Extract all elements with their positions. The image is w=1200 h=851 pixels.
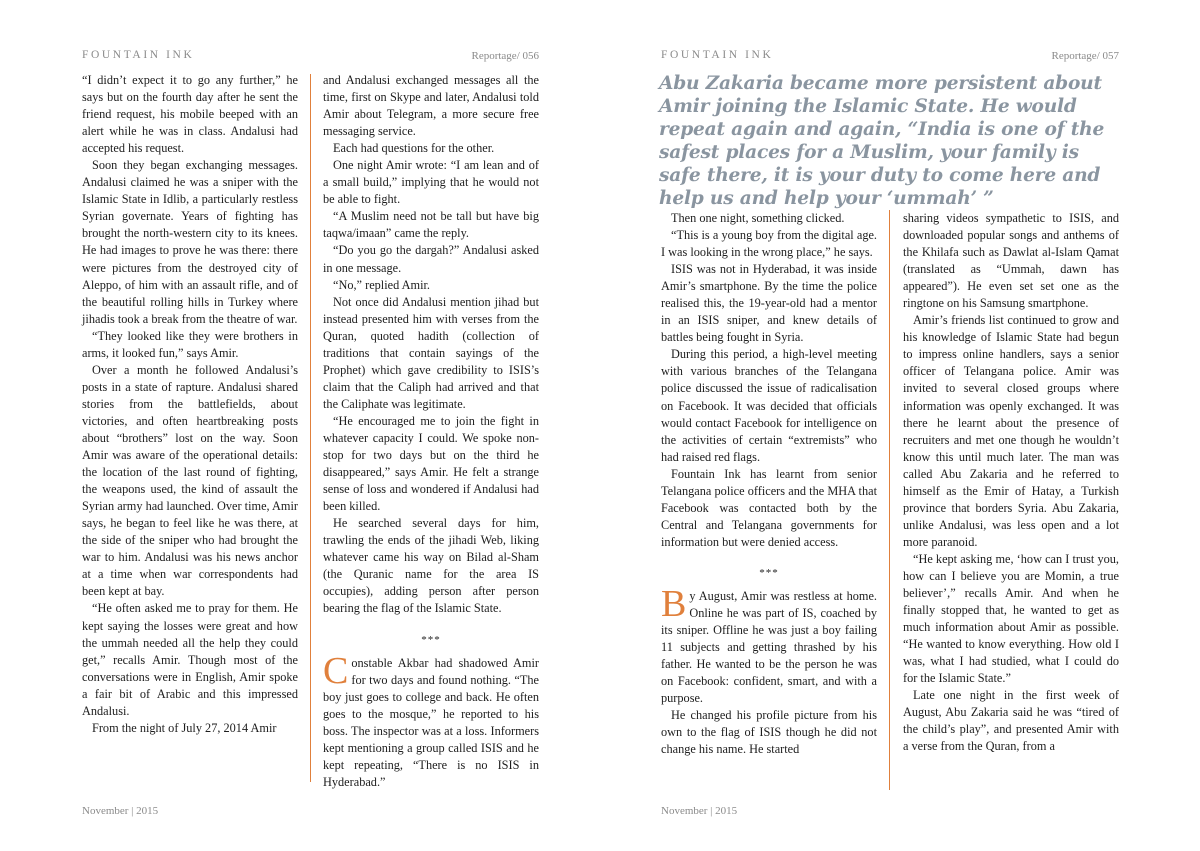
paragraph-text: onstable Akbar had shadowed Amir for two days and found nothing. “The boy just goes to college and back. He often goes to the mosque,” he reported to his boss. The inspector was at a loss. Informers kept mentioning a group called ISIS and he kept repeating, “There is no ISIS in Hyderabad.”	[323, 655, 539, 789]
paragraph: Each had questions for the other.	[333, 141, 495, 156]
paragraph-dropcap	[661, 582, 877, 707]
column-divider	[310, 74, 311, 782]
section-break: ***	[759, 566, 779, 579]
paragraph: “He kept asking me, ‘how can I trust you, how can I believe you are Momin, a true believer’,” recalls Amir. And when he finally stopped that, he wanted to get as much information about Amir as possible. “He wanted to know everything. How old I was, what I had studied, what I could do for the Islamic State.”	[903, 551, 1119, 686]
paragraph: Then one night, something clicked.	[671, 211, 845, 225]
paragraph: “He encouraged me to join the fight in whatever capacity I could. We spoke non-stop for two days but on the third he disappeared,” says Amir. He felt a strange sense of loss and wondered if Andalusi had been killed.	[323, 413, 539, 514]
section-break: ***	[421, 633, 441, 646]
paragraph: “A Muslim need not be tall but have big taqwa/imaan” came the reply.	[323, 209, 539, 241]
article-column-2	[323, 72, 539, 791]
paragraph-dropcap	[323, 649, 539, 791]
paragraph: From the night of July 27, 2014 Amir	[92, 720, 277, 735]
paragraph: sharing videos sympathetic to ISIS, and downloaded popular songs and anthems of the Khilafa such as Dawlat al-Islam Qamat (translated as “Ummah, dawn has appeared”). He even set set one as the ringtone on his Samsung smartphone.	[903, 211, 1119, 311]
paragraph: Fountain Ink has learnt from senior Telangana police officers and the MHA that Facebook was contacted both by the Central and Telangana governments for information but were denied access.	[661, 466, 877, 549]
paragraph: “I didn’t expect it to go any further,” he says but on the fourth day after he sent the friend request, his mobile beeped with an alert while he was in class. Andalusi had accepted his request.	[82, 73, 298, 156]
right-page	[600, 0, 1200, 851]
paragraph: “No,” replied Amir.	[333, 277, 430, 292]
article-column-1	[661, 210, 877, 758]
section-page-number: Reportage/ 056	[471, 50, 539, 62]
drop-cap: C	[323, 649, 349, 692]
magazine-brand: FOUNTAIN INK	[661, 49, 774, 61]
drop-cap: B	[661, 582, 687, 625]
paragraph: During this period, a high-level meeting with various branches of the Telangana police discussed the issue of radicalisation on Facebook. It was decided that officials would contact Facebook for intelligence on the activities of certain “extremists” who had raised red flags.	[661, 347, 877, 464]
paragraph: “He often asked me to pray for them. He kept saying the losses were great and how the ummah needed all the help they could get,” recalls Amir. Though most of the conversations were in English, Amir spoke a fair bit of Arabic and this impressed Andalusi.	[82, 601, 298, 718]
pull-quote: Abu Zakaria became more persistent about Amir joining the Islamic State. He would repeat again and again, “India is one of the safest places for a Muslim, your family is safe there, it is your duty to come here and help us and help your ‘ummah’ ”	[659, 73, 1105, 209]
section-page-number: Reportage/ 057	[1051, 50, 1119, 62]
paragraph: ISIS was not in Hyderabad, it was inside Amir’s smartphone. By the time the police realised this, the 19-year-old had a mentor in an ISIS sniper, and knew details of battles being fought in Syria.	[661, 262, 877, 345]
paragraph: Late one night in the first week of August, Abu Zakaria said he was “tired of the child’s play”, and presented Amir with a verse from the Quran, from a	[903, 688, 1119, 754]
paragraph: One night Amir wrote: “I am lean and of a small build,” implying that he would not be able to fight.	[323, 158, 539, 207]
paragraph: Soon they began exchanging messages. Andalusi claimed he was a sniper with the Islamic State in Idlib, a particularly restless Syrian governate. Years of fighting has brought the north-western city to its knees. He had images to prove he was there: there were pictures from the destroyed city of Aleppo, of him with an assault rifle, and of the beautiful rolling hills in Turkey where jihadis took a break from the theatre of war.	[82, 158, 298, 326]
paragraph: Over a month he followed Andalusi’s posts in a state of rapture. Andalusi shared stories from the battlefields, about victories, and often heartbreaking posts about “brothers” lost on the way. Soon Amir was aware of the operational details: the location of the last round of fighting, the weapons used, the kind of assault the Syrian army had launched. Over time, Amir says, he began to feel like he was there, at the side of the sniper who had brought the war to him. Andalusi was his news anchor at a time when war correspondents had been kept at bay.	[82, 362, 298, 599]
paragraph: Not once did Andalusi mention jihad but instead presented him with verses from the Quran, quoted hadith (collection of traditions that contain sayings of the Prophet) which gave credibility to ISIS’s claim that the Caliph had arrived and that the Caliphate was legitimate.	[323, 294, 539, 411]
paragraph: “Do you go the dargah?” Andalusi asked in one message.	[323, 243, 539, 275]
paragraph: and Andalusi exchanged messages all the time, first on Skype and later, Andalusi told Amir about Telegram, a more secure free messaging service.	[323, 73, 539, 139]
paragraph: Amir’s friends list continued to grow and his knowledge of Islamic State had begun to impress online handlers, says a senior officer of Telangana police. Amir was invited to several closed groups where information was openly exchanged. It was there he learnt about the presence of recruiters and met one though he wouldn’t know this until much later. The man was called Abu Zakaria and he referred to himself as the Emir of Hatay, a Turkish province that borders Syria. Abu Zakaria, unlike Andalusi, was less open and a lot more paranoid.	[903, 313, 1119, 549]
column-divider	[889, 210, 890, 790]
issue-date: November | 2015	[82, 805, 159, 817]
issue-date: November | 2015	[661, 805, 738, 817]
article-column-2	[903, 210, 1119, 756]
article-column-1	[82, 72, 298, 737]
paragraph: “This is a young boy from the digital age. I was looking in the wrong place,” he says.	[661, 228, 877, 260]
paragraph: He searched several days for him, trawling the ends of the jihadi Web, liking whatever came his way on Bilad al-Sham (the Quranic name for the area IS occupies), adding person after person bearing the flag of the Islamic State.	[323, 516, 539, 616]
paragraph: “They looked like they were brothers in arms, it looked fun,” says Amir.	[82, 328, 298, 360]
paragraph-text: y August, Amir was restless at home. Online he was part of IS, coached by its sniper. Offline he was just a boy failing 11 subjects and getting thrashed by his father. He wanted to be the person he was on Facebook: confident, smart, and with a purpose.	[661, 588, 877, 706]
paragraph: He changed his profile picture from his own to the flag of ISIS though he did not change his name. He started	[661, 708, 877, 757]
magazine-brand: FOUNTAIN INK	[82, 49, 195, 61]
